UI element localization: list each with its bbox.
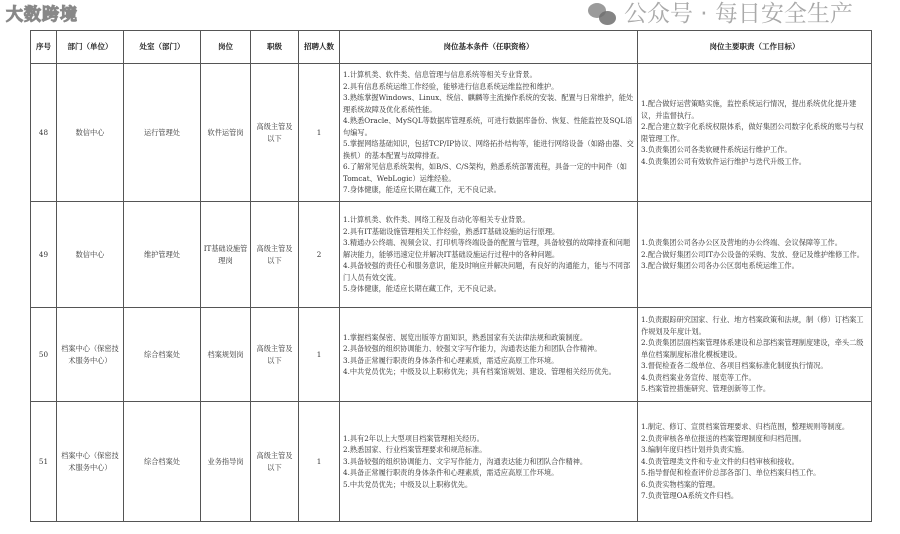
office-cell: 综合档案处	[124, 402, 201, 522]
level-cell: 高级主管及以下	[251, 202, 299, 308]
requirements-item: 4.中共党员优先；中级及以上职称优先；具有档案馆规划、建设、管理相关经历优先。	[343, 367, 616, 376]
requirements-item: 3.具备较强的组织协调能力、文字写作能力，沟通表达能力和团队合作精神。	[343, 456, 588, 466]
headcount-cell: 1	[299, 64, 340, 202]
duties-item: 2.负责审核各单位报送的档案管理制度和归档范围。	[641, 433, 806, 443]
header-no: 序号	[31, 31, 57, 64]
table-row	[31, 402, 872, 522]
duties-cell	[638, 202, 872, 308]
duties-item: 5.指导督促和检查评价总部各部门、单位档案归档工作。	[641, 468, 821, 478]
duties-item: 3.督促检查各二级单位、各项目档案标准化制度执行情况。	[641, 361, 828, 371]
requirements-item: 2.具备较强的组织协调能力、较强文字写作能力，沟通表达能力和团队合作精神。	[343, 344, 602, 353]
duties-item: 2.负责集团层面档案管理体系建设和总部档案管理制度建设，牵头二级单位档案制度标准化模板建设。	[641, 338, 864, 359]
post-cell: 档案规划岗	[201, 308, 251, 402]
row-number-cell: 51	[31, 402, 57, 522]
requirements-item: 2.熟悉国家、行业档案管理要求和规范标准。	[343, 445, 487, 455]
duties-cell	[638, 308, 872, 402]
watermark-logo-left: 大数跨境	[6, 5, 78, 25]
header-duties: 岗位主要职责（工作目标）	[638, 31, 872, 64]
requirements-item: 3.熟练掌握Windows、Linux、统信、麒麟等主流操作系统的安装、配置与日常维护，能处理系统故障及优化系统性能。	[343, 93, 634, 114]
wechat-icon	[588, 3, 618, 27]
post-cell: 软件运管岗	[201, 64, 251, 202]
requirements-item: 4.具备正常履行职责的身体条件和心理素质，需适应高原工作环境。	[343, 468, 559, 478]
office-cell: 运行管理处	[124, 64, 201, 202]
duties-item: 7.负责管理OA系统文件归档。	[641, 491, 739, 501]
duties-item: 2.配合做好集团公司IT办公设备的采购、发放、登记及维护维修工作。	[641, 249, 864, 259]
requirements-item: 7.身体健康，能适应长期在藏工作，无不良记录。	[343, 185, 501, 195]
requirements-item: 1.计算机类、软件类、信息管理与信息系统等相关专业背景。	[343, 70, 537, 80]
watermark-text: 公众号 · 每日安全生产	[624, 1, 853, 27]
level-cell: 高级主管及以下	[251, 402, 299, 522]
requirements-item: 4.熟悉Oracle、MySQL等数据库管理系统，可进行数据库备份、恢复、性能监控及SQL语句编写。	[343, 116, 633, 137]
department-cell: 数信中心	[57, 202, 124, 308]
headcount-cell: 1	[299, 402, 340, 522]
duties-item: 4.负责档案业务宣传、展览等工作。	[641, 372, 756, 382]
duties-cell	[638, 64, 872, 202]
requirements-item: 3.精通办公终端、视频会议、打印机等终端设备的配置与管理，具备较强的故障排查和问题解决能力，能够迅速定位并解决IT基础设施运行过程中的各种问题。	[343, 238, 631, 259]
department-cell: 档案中心（保密技术服务中心）	[57, 308, 124, 402]
duties-item: 5.档案管控措施研究、管理创新等工作。	[641, 384, 771, 394]
level-cell: 高级主管及以下	[251, 64, 299, 202]
post-cell: IT基础设施管理岗	[201, 202, 251, 308]
requirements-cell	[340, 64, 638, 202]
duties-item: 3.编制年度归档计划并负责实施。	[641, 445, 749, 455]
header-dept: 部门（单位）	[57, 31, 124, 64]
requirements-item: 1.掌握档案保密、展览出版等方面知识，熟悉国家有关法律法规和政策制度。	[343, 332, 588, 342]
office-cell: 综合档案处	[124, 308, 201, 402]
row-number-cell: 49	[31, 202, 57, 308]
requirements-item: 5.掌握网络基础知识，包括TCP/IP协议、网络拓扑结构等，能进行网络设备（如路由器、交换机）的基本配置与故障排查。	[343, 139, 634, 160]
department-cell: 数信中心	[57, 64, 124, 202]
requirements-item: 5.身体健康，能适应长期在藏工作，无不良记录。	[343, 284, 501, 294]
requirements-item: 6.了解常见信息系统架构，如B/S、C/S架构，熟悉系统部署流程，具备一定的中间件（如Tomcat、WebLogic）运维经验。	[343, 162, 627, 183]
duties-item: 1.负责跟踪研究国家、行业、地方档案政策和法规，制（修）订档案工作规划及年度计划。	[641, 315, 864, 336]
department-cell: 档案中心（保密技术服务中心）	[57, 402, 124, 522]
row-number-cell: 48	[31, 64, 57, 202]
duties-item: 6.负责实物档案的管理。	[641, 479, 720, 489]
header-count: 招聘人数	[299, 31, 340, 64]
requirements-cell	[340, 308, 638, 402]
requirements-cell	[340, 202, 638, 308]
recruitment-table	[30, 30, 872, 522]
header-office: 处室（部门）	[124, 31, 201, 64]
duties-item: 2.配合建立数字化系统权限体系，做好集团公司数字化系统的账号与权限管理工作。	[641, 122, 864, 143]
requirements-cell	[340, 402, 638, 522]
duties-item: 3.负责集团公司各类软硬件系统运行维护工作。	[641, 145, 792, 154]
duties-cell	[638, 402, 872, 522]
requirements-item: 2.具有IT基础设施管理相关工作经验，熟悉IT基础设施的运行原理。	[343, 226, 560, 236]
header-row	[31, 31, 872, 64]
duties-item: 1.配合做好运营策略实施，监控系统运行情况，提出系统优化提升建议，并监督执行。	[641, 99, 857, 120]
header-requirements: 岗位基本条件（任职资格）	[340, 31, 638, 64]
row-number-cell: 50	[31, 308, 57, 402]
header-post: 岗位	[201, 31, 251, 64]
level-cell: 高级主管及以下	[251, 308, 299, 402]
duties-item: 1.制定、修订、宣贯档案管理要求、归档范围，整理规则等制度。	[641, 422, 850, 432]
table-row	[31, 64, 872, 202]
table-row	[31, 308, 872, 402]
watermark-wechat	[588, 0, 853, 29]
table-row	[31, 202, 872, 308]
requirements-item: 2.具有信息系统运维工作经验，能够进行信息系统运维监控和维护。	[343, 81, 559, 91]
post-cell: 业务指导岗	[201, 402, 251, 522]
duties-item: 1.负责集团公司各办公区及营地的办公终端、会议保障等工作。	[641, 238, 842, 248]
duties-item: 4.负责管理类文件和专业文件的归档审核和接收。	[641, 456, 799, 466]
requirements-item: 1.具有2年以上大型项目档案管理相关经历。	[343, 433, 484, 443]
header-level: 职级	[251, 31, 299, 64]
office-cell: 维护管理处	[124, 202, 201, 308]
requirements-item: 4.具备较强的责任心和服务意识，能及时响应并解决问题，有良好的沟通能力，能与不同部门人员有效交流。	[343, 261, 631, 282]
duties-item: 4.负责集团公司有效软件运行维护与迭代升级工作。	[641, 156, 806, 166]
headcount-cell: 1	[299, 308, 340, 402]
duties-item: 3.配合做好集团公司各办公区弱电系统运维工作。	[641, 261, 799, 271]
requirements-item: 1.计算机类、软件类、网络工程及自动化等相关专业背景。	[343, 215, 530, 225]
headcount-cell: 2	[299, 202, 340, 308]
requirements-item: 5.中共党员优先；中级及以上职称优先。	[343, 479, 473, 489]
requirements-item: 3.具备正常履行职责的身体条件和心理素质，需适应高原工作环境。	[343, 355, 559, 365]
